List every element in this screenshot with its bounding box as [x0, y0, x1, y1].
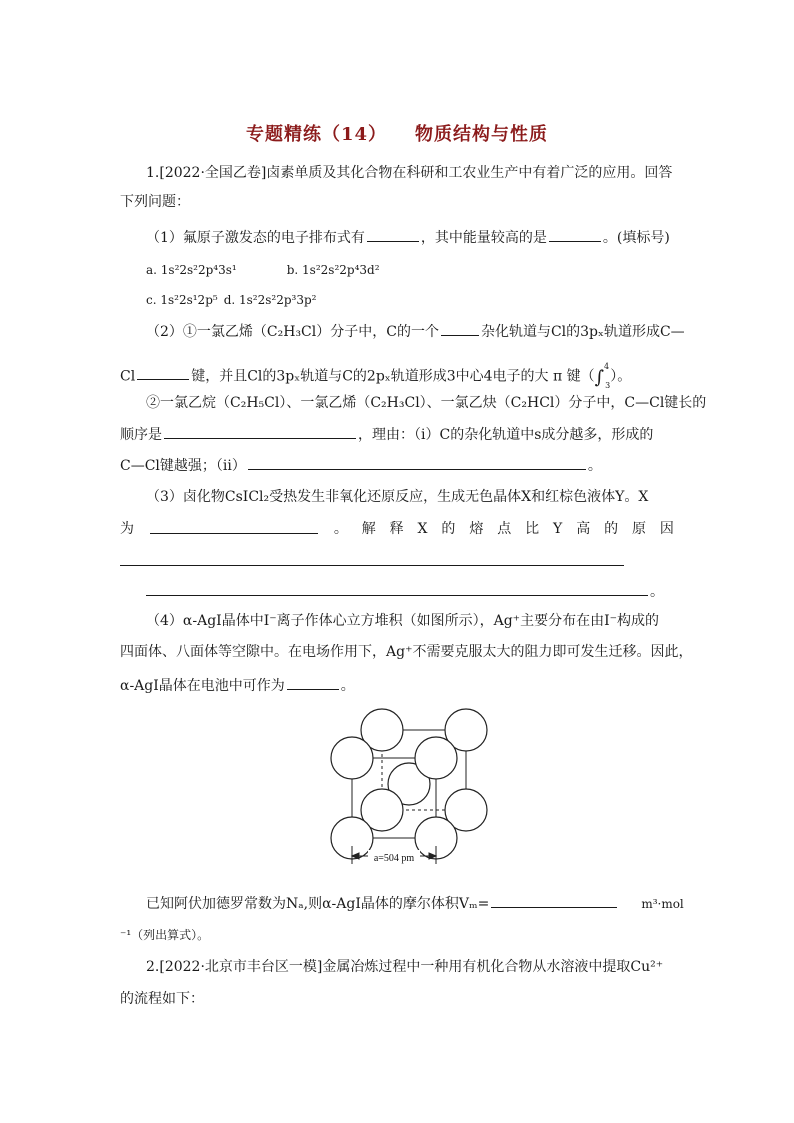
answer-line[interactable] — [146, 595, 648, 596]
word: 因 — [659, 521, 674, 537]
atom-front-top-right — [415, 737, 457, 779]
answer-blank[interactable] — [491, 893, 617, 908]
word: 熔 — [469, 521, 484, 537]
answer-blank[interactable] — [549, 227, 601, 242]
word: 比 — [525, 521, 540, 537]
word: Y — [553, 521, 563, 537]
option-a: a. 1s²2s²2p⁴3s¹ — [146, 263, 237, 277]
answer-blank[interactable] — [164, 424, 356, 439]
answer-blank[interactable] — [248, 455, 586, 470]
answer-blank[interactable] — [367, 227, 419, 242]
q1-p4-l3-a: α-AgI晶体在电池中可作为 — [120, 678, 285, 694]
q1-p1-options-cd — [146, 290, 316, 310]
word: 释 — [389, 521, 404, 537]
q1-p3-line2 — [120, 519, 674, 539]
q1-p1-text-a: （1）氟原子激发态的电子排布式有 — [146, 230, 365, 246]
answer-line[interactable] — [120, 565, 624, 566]
q1-p2-l2-b: 键，并且Cl的3pₓ轨道与C的2pₓ轨道形成3中心4电子的大 π 键（ — [191, 368, 595, 385]
q1-p2-line5 — [120, 455, 602, 476]
q1-p1-options-ab — [146, 260, 380, 280]
q2-line1: 2.[2022·北京市丰台区一模]金属冶炼过程中一种用有机化合物从水溶液中提取Cu²⁺ — [146, 959, 664, 975]
title-part2: 物质结构与性质 — [415, 124, 549, 145]
q1-p2-l5-a: C—Cl键越强；（ⅱ） — [120, 458, 246, 474]
q1-intro-line2: 下列问题： — [120, 194, 190, 210]
page-title — [0, 120, 794, 146]
q1-p2-l1-b: 杂化轨道与Cl的3pₓ轨道形成C— — [480, 324, 685, 340]
word: 的 — [604, 521, 619, 537]
atom-front-top-left — [331, 737, 373, 779]
q1-p2-line4 — [120, 424, 653, 445]
answer-blank[interactable] — [287, 675, 339, 690]
q1-p4-line2: 四面体、八面体等空隙中。在电场作用下，Ag⁺不需要克服太大的阻力即可发生迁移。因此， — [120, 644, 693, 660]
word: 。 — [333, 521, 348, 537]
word: 解 — [361, 521, 376, 537]
q1-p1-text-c: 。(填标号) — [602, 230, 670, 246]
word: 点 — [497, 521, 512, 537]
q1-p2-line3: ②一氯乙烷（C₂H₅Cl）、一氯乙烯（C₂H₃Cl）、一氯乙炔（C₂HCl）分子中，C—Cl键长的 — [146, 395, 707, 411]
q1-p4-l4-a: 已知阿伏加德罗常数为Nₐ,则α-AgI晶体的摩尔体积Vₘ= — [146, 896, 490, 912]
word: 原 — [632, 521, 646, 537]
q1-p2-l4-b: ，理由：（ⅰ）C的杂化轨道中s成分越多，形成的 — [358, 427, 654, 443]
bcc-crystal-figure — [328, 706, 490, 870]
q1-p4-line5: ⁻¹（列出算式）。 — [120, 928, 210, 942]
q1-p4-line1: （4）α-AgI晶体中I⁻离子作体心立方堆积（如图所示），Ag⁺主要分布在由I⁻构成的 — [146, 613, 659, 629]
q1-p2-l2-a: Cl — [120, 368, 136, 385]
pi-sup: 4 — [604, 362, 610, 371]
answer-blank[interactable] — [441, 321, 479, 336]
answer-blank[interactable] — [137, 365, 189, 380]
pi-sub: 3 — [605, 380, 611, 390]
q2-line2: 的流程如下： — [120, 991, 204, 1007]
q1-p4-line3 — [120, 675, 355, 696]
q1-p2-l4-a: 顺序是 — [120, 427, 162, 443]
q1-p2-l2-c: ）。 — [610, 368, 632, 385]
pi-bond-symbol: ∫$^4_3$ — [594, 362, 611, 390]
q1-p1-text-b: ，其中能量较高的是 — [420, 230, 547, 246]
option-d: d. 1s²2s²2p³3p² — [223, 293, 317, 307]
q1-p3-line1: （3）卤化物CsICl₂受热发生非氧化还原反应，生成无色晶体X和红棕色液体Y。X — [146, 489, 649, 505]
q1-p2-line1 — [146, 321, 685, 342]
q1-p2-l5-b: 。 — [587, 458, 602, 474]
q1-p2-line2 — [120, 357, 631, 396]
q1-p4-line4 — [146, 893, 684, 914]
q1-p4-l3-b: 。 — [340, 678, 355, 694]
q1-intro-line1: 1.[2022·全国乙卷]卤素单质及其化合物在科研和工农业生产中有着广泛的应用。回答 — [146, 165, 673, 181]
q1-p3-end: 。 — [650, 584, 664, 600]
word: 为 — [120, 521, 134, 537]
q1-p4-l4-b: m³·mol — [641, 897, 684, 911]
word: X — [417, 521, 428, 537]
word: 高 — [576, 521, 591, 537]
title-part1: 专题精练（14） — [245, 124, 388, 145]
option-c: c. 1s²2s¹2p⁵ — [146, 293, 218, 307]
q1-p1-line — [146, 227, 670, 248]
option-b: b. 1s²2s²2p⁴3d² — [286, 263, 380, 277]
word: 的 — [441, 521, 456, 537]
q1-p2-l1-a: （2）①一氯乙烯（C₂H₃Cl）分子中，C的一个 — [146, 324, 439, 340]
answer-blank[interactable] — [150, 519, 318, 534]
lattice-parameter-label: a=504 pm — [373, 853, 415, 864]
